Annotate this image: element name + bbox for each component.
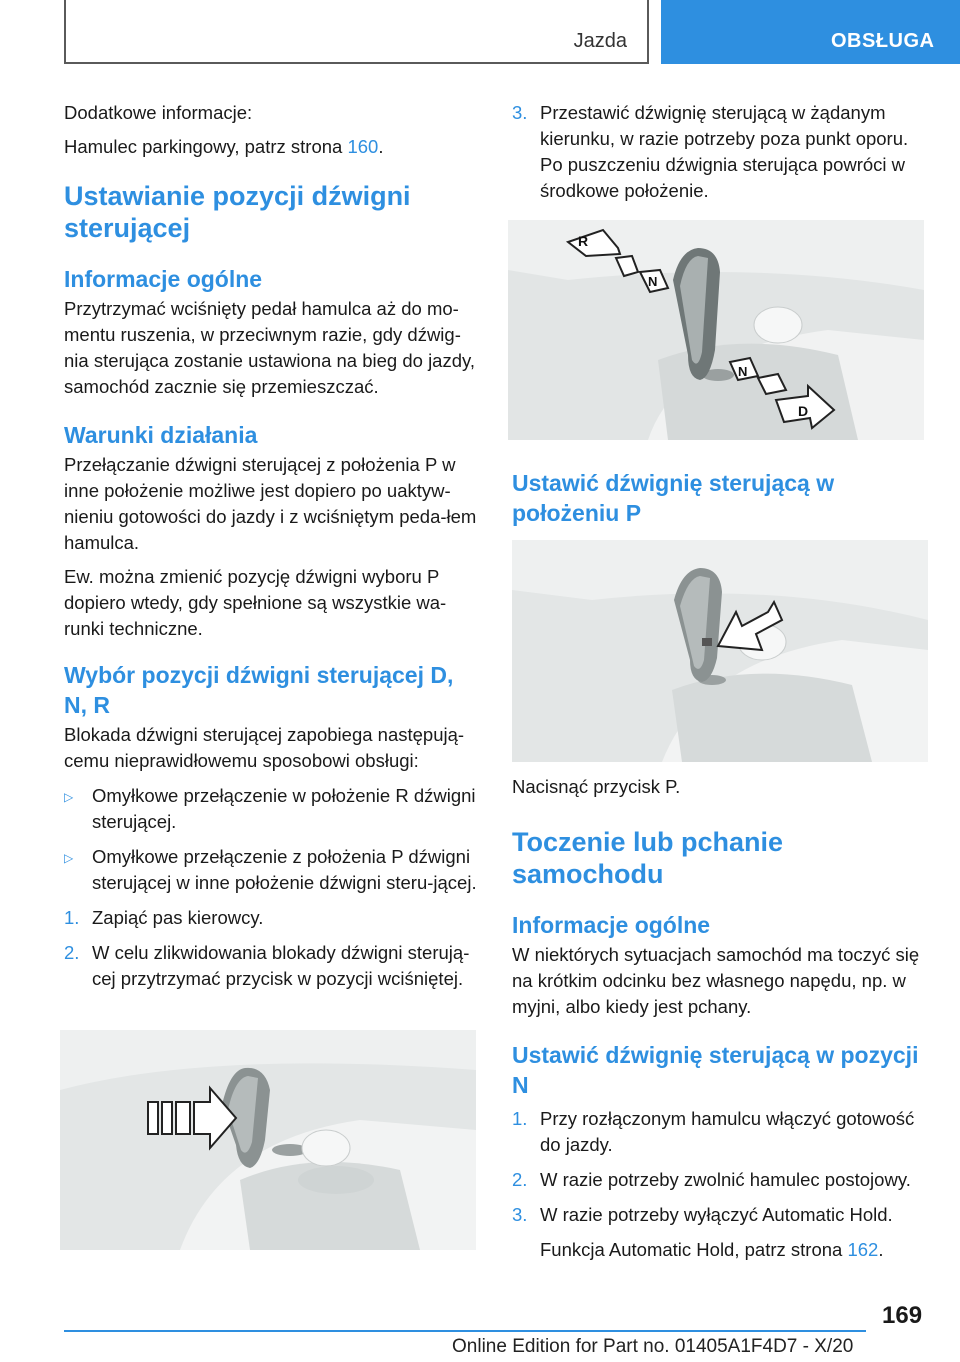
footer-divider xyxy=(64,1330,866,1332)
list-text: Przy rozłączonym hamulcu włączyć gotowość do jazdy. xyxy=(540,1108,915,1155)
gear-selector-button-figure xyxy=(60,1030,476,1250)
step-number: 1. xyxy=(64,907,80,928)
list-text: Zapiąć pas kierowcy. xyxy=(92,907,264,928)
bullet-marker: ▷ xyxy=(64,790,74,804)
list-item xyxy=(64,905,479,931)
paragraph: Blokada dźwigni sterującej zapobiega następują-cemu nieprawidłowemu sposobowi obsługi: xyxy=(64,724,465,771)
paragraph xyxy=(512,1237,932,1263)
right-column xyxy=(512,100,932,213)
subsection-heading: Informacje ogólne xyxy=(512,912,711,938)
park-section xyxy=(512,468,932,528)
step-number: 3. xyxy=(512,102,528,123)
right-column-lower xyxy=(512,774,932,1263)
step-number: 2. xyxy=(512,1169,528,1190)
paragraph: Przytrzymać wciśnięty pedał hamulca aż do mo-mentu ruszenia, w przeciwnym razie, gdy dźwig-nia sterująca zostanie ustawiona na bieg do jazdy, samochód zacznie się przemieszczać. xyxy=(64,298,476,397)
bullet-marker: ▷ xyxy=(64,851,74,865)
list-item xyxy=(512,100,932,204)
shift-label-d: D xyxy=(798,403,809,419)
list-item xyxy=(64,844,479,896)
list-item xyxy=(512,1202,932,1228)
subsection-heading: Warunki działania xyxy=(64,422,258,448)
page-link[interactable]: 162 xyxy=(847,1239,879,1260)
step-number: 1. xyxy=(512,1108,528,1129)
subsection-heading: Informacje ogólne xyxy=(64,266,263,292)
list-text: Przestawić dźwignię sterującą w żądanym kierunku, w razie potrzeby poza punkt oporu. Po puszczeniu dźwignia sterująca powróci w środkowe położenie. xyxy=(540,102,909,201)
shift-label-r: R xyxy=(578,233,589,249)
shift-pattern-figure xyxy=(508,220,924,440)
text: Hamulec parkingowy, patrz strona xyxy=(64,136,348,157)
step-number: 3. xyxy=(512,1204,528,1225)
step-number: 2. xyxy=(64,942,80,963)
section-title: Jazda xyxy=(573,30,627,52)
park-button-figure xyxy=(512,540,928,762)
list-text: Omyłkowe przełączenie w położenie R dźwigni sterującej. xyxy=(92,785,476,832)
subsection-heading: Ustawić dźwignię sterującą w położeniu P xyxy=(512,470,835,526)
page-number: 169 xyxy=(882,1302,923,1329)
paragraph xyxy=(64,134,479,160)
list-text: W celu zlikwidowania blokady dźwigni sterują-cej przytrzymać przycisk w pozycji wciśniętej. xyxy=(92,942,470,989)
shift-label-n-top: N xyxy=(648,274,658,289)
list-text: Omyłkowe przełączenie z położenia P dźwigni sterującej w inne położenie dźwigni steru-jącej. xyxy=(92,846,477,893)
edition-info: Online Edition for Part no. 01405A1F4D7 - X/20 xyxy=(452,1336,854,1357)
section-heading: Toczenie lub pchanie samochodu xyxy=(512,827,784,889)
text: . xyxy=(378,136,384,157)
paragraph: Nacisnąć przycisk P. xyxy=(512,776,681,797)
subsection-heading: Wybór pozycji dźwigni sterującej D, N, R xyxy=(64,662,454,718)
section-heading: Ustawianie pozycji dźwigni sterującej xyxy=(64,181,411,243)
chapter-tab-label: OBSŁUGA xyxy=(831,30,935,52)
subsection-heading: Ustawić dźwignię sterującą w pozycji N xyxy=(512,1042,919,1098)
paragraph: Przełączanie dźwigni sterującej z położenia P w inne położenie możliwe jest dopiero po uaktyw-nieniu gotowości do jazdy i z wciśniętym peda-łem hamulca. xyxy=(64,454,477,553)
header-frame xyxy=(64,0,649,64)
list-item xyxy=(64,783,479,835)
shift-label-n-bottom: N xyxy=(738,364,748,379)
text: . xyxy=(878,1239,884,1260)
text: Funkcja Automatic Hold, patrz strona xyxy=(540,1239,848,1260)
chapter-tab[interactable] xyxy=(661,0,960,64)
list-item xyxy=(512,1167,932,1193)
left-column xyxy=(64,100,479,1001)
list-text: W razie potrzeby wyłączyć Automatic Hold. xyxy=(540,1204,893,1225)
paragraph: W niektórych sytuacjach samochód ma toczyć się na krótkim odcinku bez własnego napędu, np. w myjni, albo kiedy jest pchany. xyxy=(512,944,920,1017)
list-item xyxy=(512,1106,932,1158)
page-link[interactable]: 160 xyxy=(347,136,379,157)
list-item xyxy=(64,940,479,992)
list-text: W razie potrzeby zwolnić hamulec postojowy. xyxy=(540,1169,911,1190)
paragraph: Ew. można zmienić pozycję dźwigni wyboru P dopiero wtedy, gdy spełnione są wszystkie wa-runki techniczne. xyxy=(64,566,447,639)
paragraph: Dodatkowe informacje: xyxy=(64,102,253,123)
